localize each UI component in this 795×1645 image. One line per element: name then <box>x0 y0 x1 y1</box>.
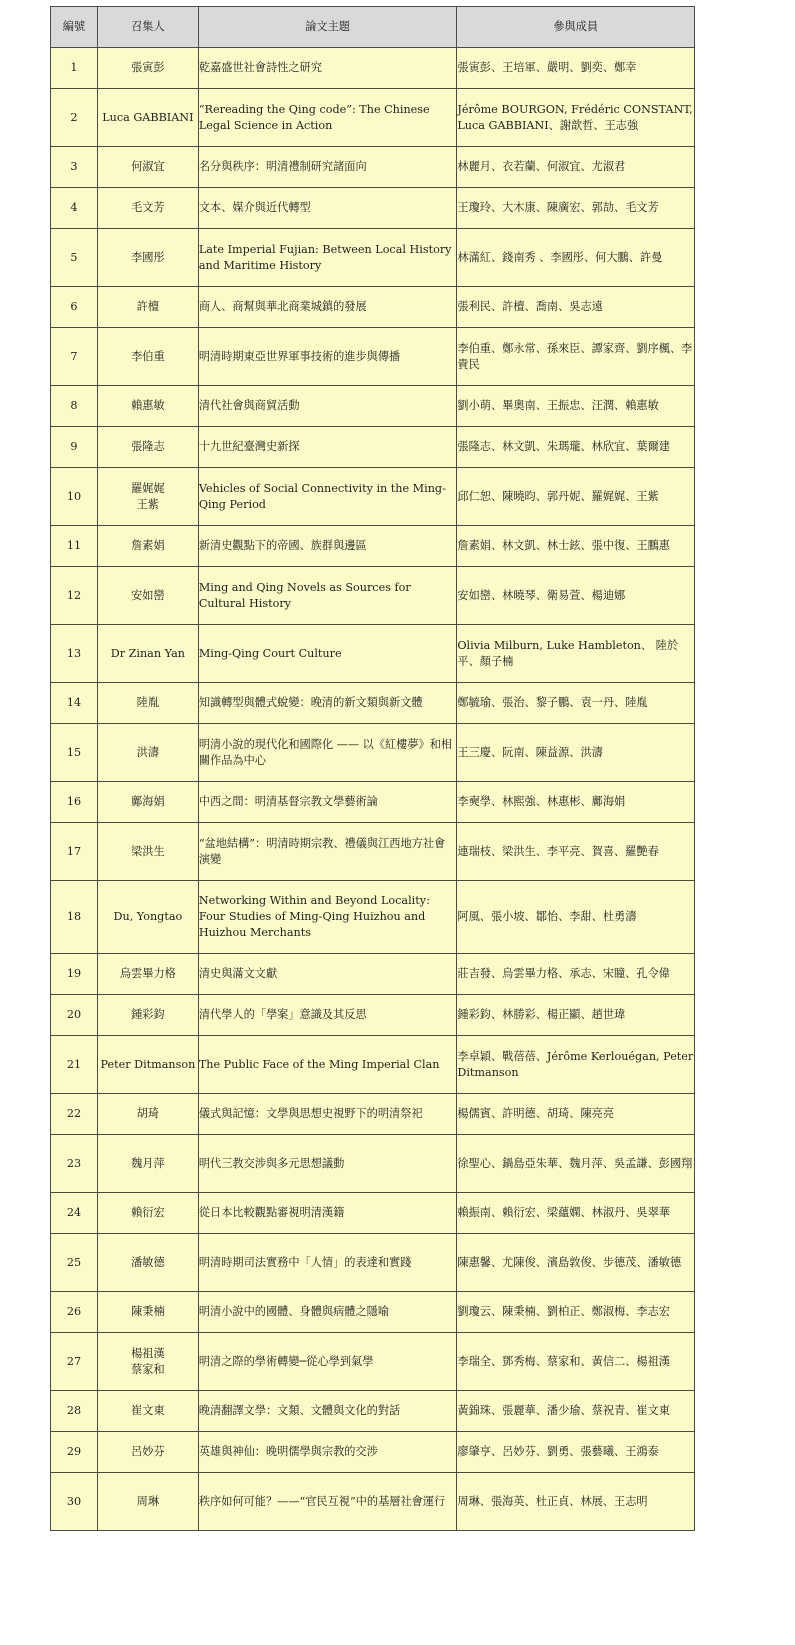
row-members: Jérôme BOURGON, Frédéric CONSTANT, Luca GABBIANI、謝歆哲、王志強 <box>457 89 695 147</box>
row-members: 劉瓊云、陳秉楠、劉柏正、鄭淑梅、李志宏 <box>457 1292 695 1333</box>
table-row <box>51 48 695 89</box>
row-convener: 洪濤 <box>97 724 198 782</box>
row-topic: 乾嘉盛世社會詩性之研究 <box>198 48 457 89</box>
row-convener: 周琳 <box>97 1473 198 1531</box>
row-topic: Ming-Qing Court Culture <box>198 625 457 683</box>
row-number: 4 <box>51 188 98 229</box>
row-convener: Peter Ditmanson <box>97 1036 198 1094</box>
header-convener: 召集人 <box>97 7 198 48</box>
row-convener: 呂妙芬 <box>97 1432 198 1473</box>
row-topic: 新清史觀點下的帝國、族群與邊區 <box>198 526 457 567</box>
row-members: 李伯重、鄭永常、孫來臣、譚家齊、劉序楓、李貴民 <box>457 328 695 386</box>
row-members: 張隆志、林文凱、朱瑪瓏、林欣宜、葉爾建 <box>457 427 695 468</box>
panel-table <box>50 6 695 1531</box>
row-members: 鄭毓瑜、張治、黎子鵬、袁一丹、陸胤 <box>457 683 695 724</box>
table-row <box>51 287 695 328</box>
row-number: 10 <box>51 468 98 526</box>
row-topic: 明清小說中的國體、身體與病體之隱喻 <box>198 1292 457 1333</box>
row-members: 林滿紅、錢南秀 、李國彤、何大鵬、許曼 <box>457 229 695 287</box>
row-number: 18 <box>51 881 98 954</box>
row-topic: 明清時期司法實務中「人情」的表達和實踐 <box>198 1234 457 1292</box>
header-members: 參與成員 <box>457 7 695 48</box>
row-topic: 文本、媒介與近代轉型 <box>198 188 457 229</box>
row-convener: 鍾彩鈞 <box>97 995 198 1036</box>
row-number: 14 <box>51 683 98 724</box>
row-convener: 李伯重 <box>97 328 198 386</box>
table-row <box>51 1333 695 1391</box>
header-row <box>51 7 695 48</box>
header-number: 編號 <box>51 7 98 48</box>
table-row <box>51 1473 695 1531</box>
table-row <box>51 188 695 229</box>
row-members: 安如巒、林曉琴、衛易萱、楊迪娜 <box>457 567 695 625</box>
row-members: 廖肇亨、呂妙芬、劉勇、張藝曦、王鴻泰 <box>457 1432 695 1473</box>
row-topic: 清代學人的「學案」意識及其反思 <box>198 995 457 1036</box>
row-topic: 清代社會與商貿活動 <box>198 386 457 427</box>
row-topic: 中西之間：明清基督宗教文學藝術論 <box>198 782 457 823</box>
row-number: 17 <box>51 823 98 881</box>
row-number: 27 <box>51 1333 98 1391</box>
row-members: 阿風、張小坡、鄒怡、李甜、杜勇濤 <box>457 881 695 954</box>
row-members: 徐聖心、鍋島亞朱華、魏月萍、吳孟謙、彭國翔 <box>457 1135 695 1193</box>
table-row <box>51 468 695 526</box>
row-members: 連瑞枝、梁洪生、李平亮、賀喜、羅艷春 <box>457 823 695 881</box>
row-members: 莊吉發、烏雲畢力格、承志、宋瞳、孔令偉 <box>457 954 695 995</box>
row-convener: 詹素娟 <box>97 526 198 567</box>
row-convener: Dr Zinan Yan <box>97 625 198 683</box>
row-convener: 鄺海娟 <box>97 782 198 823</box>
row-number: 25 <box>51 1234 98 1292</box>
row-number: 6 <box>51 287 98 328</box>
table-row <box>51 1193 695 1234</box>
row-number: 20 <box>51 995 98 1036</box>
row-members: 劉小萌、畢奧南、王振忠、汪潤、賴惠敏 <box>457 386 695 427</box>
row-members: 張利民、許檀、喬南、吳志遠 <box>457 287 695 328</box>
table-row <box>51 427 695 468</box>
row-convener: 張寅彭 <box>97 48 198 89</box>
table-row <box>51 881 695 954</box>
row-topic: 晚清翻譯文學：文類、文體與文化的對話 <box>198 1391 457 1432</box>
row-convener: 賴惠敏 <box>97 386 198 427</box>
row-convener: 賴衍宏 <box>97 1193 198 1234</box>
row-convener: 何淑宜 <box>97 147 198 188</box>
row-number: 29 <box>51 1432 98 1473</box>
row-topic: 從日本比較觀點審視明清漢籍 <box>198 1193 457 1234</box>
row-topic: Ming and Qing Novels as Sources for Cultural History <box>198 567 457 625</box>
table-row <box>51 386 695 427</box>
row-members: 王三慶、阮南、陳益源、洪濤 <box>457 724 695 782</box>
row-topic: 清史與滿文文獻 <box>198 954 457 995</box>
row-members: 賴振南、賴衍宏、梁蘊嫻、林淑丹、吳翠華 <box>457 1193 695 1234</box>
row-topic: The Public Face of the Ming Imperial Clan <box>198 1036 457 1094</box>
row-number: 16 <box>51 782 98 823</box>
row-number: 24 <box>51 1193 98 1234</box>
row-number: 19 <box>51 954 98 995</box>
row-convener: 烏雲畢力格 <box>97 954 198 995</box>
row-convener: Luca GABBIANI <box>97 89 198 147</box>
row-members: 楊儒賓、許明德、胡琦、陳亮亮 <box>457 1094 695 1135</box>
table-row <box>51 1391 695 1432</box>
row-topic: 明清之際的學術轉變─從心學到氣學 <box>198 1333 457 1391</box>
row-number: 28 <box>51 1391 98 1432</box>
header-topic: 論文主題 <box>198 7 457 48</box>
row-number: 9 <box>51 427 98 468</box>
row-number: 13 <box>51 625 98 683</box>
row-convener: 陸胤 <box>97 683 198 724</box>
row-topic: 明清時期東亞世界軍事技術的進步與傳播 <box>198 328 457 386</box>
row-convener: 毛文芳 <box>97 188 198 229</box>
row-number: 22 <box>51 1094 98 1135</box>
table-row <box>51 1234 695 1292</box>
table-row <box>51 954 695 995</box>
table-row <box>51 625 695 683</box>
table-row <box>51 823 695 881</box>
table-row <box>51 1036 695 1094</box>
row-members: 李瑞全、鄧秀梅、蔡家和、黃信二、楊祖漢 <box>457 1333 695 1391</box>
row-members: 李奭學、林熙強、林惠彬、鄺海娟 <box>457 782 695 823</box>
row-convener: 崔文東 <box>97 1391 198 1432</box>
table-row <box>51 995 695 1036</box>
table-row <box>51 89 695 147</box>
row-convener: 羅娓娓 王紫 <box>97 468 198 526</box>
row-members: 張寅彭、王培軍、嚴明、劉奕、鄭幸 <box>457 48 695 89</box>
table-row <box>51 1292 695 1333</box>
row-topic: Networking Within and Beyond Locality: Four Studies of Ming-Qing Huizhou and Huizhou Merchants <box>198 881 457 954</box>
row-number: 15 <box>51 724 98 782</box>
row-members: 周琳、張海英、杜正貞、林展、王志明 <box>457 1473 695 1531</box>
row-number: 30 <box>51 1473 98 1531</box>
row-topic: Late Imperial Fujian: Between Local History and Maritime History <box>198 229 457 287</box>
table-row <box>51 1135 695 1193</box>
row-number: 26 <box>51 1292 98 1333</box>
row-convener: 潘敏德 <box>97 1234 198 1292</box>
row-topic: 商人、商幫與華北商業城鎮的發展 <box>198 287 457 328</box>
row-convener: 張隆志 <box>97 427 198 468</box>
table-row <box>51 782 695 823</box>
row-convener: 李國彤 <box>97 229 198 287</box>
row-number: 3 <box>51 147 98 188</box>
row-convener: Du, Yongtao <box>97 881 198 954</box>
table-row <box>51 724 695 782</box>
row-number: 8 <box>51 386 98 427</box>
table-row <box>51 328 695 386</box>
table-row <box>51 229 695 287</box>
row-convener: 魏月萍 <box>97 1135 198 1193</box>
row-number: 1 <box>51 48 98 89</box>
row-topic: “盆地結構”：明清時期宗教、禮儀與江西地方社會演變 <box>198 823 457 881</box>
row-topic: “Rereading the Qing code”: The Chinese Legal Science in Action <box>198 89 457 147</box>
row-topic: 儀式與記憶：文學與思想史視野下的明清祭祀 <box>198 1094 457 1135</box>
row-convener: 許檀 <box>97 287 198 328</box>
row-number: 2 <box>51 89 98 147</box>
row-members: 王瓊玲、大木康、陳廣宏、郭劼、毛文芳 <box>457 188 695 229</box>
row-members: 鍾彩鈞、林勝彩、楊正顯、趙世瑋 <box>457 995 695 1036</box>
row-members: 李卓穎、戰蓓蓓、Jérôme Kerlouégan, Peter Ditmanson <box>457 1036 695 1094</box>
row-number: 5 <box>51 229 98 287</box>
table-row <box>51 1094 695 1135</box>
row-number: 23 <box>51 1135 98 1193</box>
row-number: 21 <box>51 1036 98 1094</box>
row-convener: 陳秉楠 <box>97 1292 198 1333</box>
row-members: 詹素娟、林文凱、林士鉉、張中復、王鵬惠 <box>457 526 695 567</box>
row-members: 林麗月、衣若蘭、何淑宜、尤淑君 <box>457 147 695 188</box>
row-topic: 名分與秩序：明清禮制研究諸面向 <box>198 147 457 188</box>
row-topic: 明清小說的現代化和國際化 —— 以《紅樓夢》和相關作品為中心 <box>198 724 457 782</box>
row-topic: 明代三教交涉與多元思想議動 <box>198 1135 457 1193</box>
row-number: 11 <box>51 526 98 567</box>
row-topic: 英雄與神仙：晚明儒學與宗教的交涉 <box>198 1432 457 1473</box>
row-topic: 知識轉型與體式蛻變：晚清的新文類與新文體 <box>198 683 457 724</box>
row-convener: 梁洪生 <box>97 823 198 881</box>
row-topic: 十九世紀臺灣史新探 <box>198 427 457 468</box>
table-row <box>51 567 695 625</box>
row-number: 7 <box>51 328 98 386</box>
table-row <box>51 683 695 724</box>
row-members: 黃錦珠、張麗華、潘少瑜、蔡祝青、崔文東 <box>457 1391 695 1432</box>
table-row <box>51 147 695 188</box>
row-convener: 楊祖漢 蔡家和 <box>97 1333 198 1391</box>
row-members: Olivia Milburn, Luke Hambleton、 陸於平、顏子楠 <box>457 625 695 683</box>
table-row <box>51 1432 695 1473</box>
row-convener: 胡琦 <box>97 1094 198 1135</box>
row-number: 12 <box>51 567 98 625</box>
row-topic: Vehicles of Social Connectivity in the Ming-Qing Period <box>198 468 457 526</box>
row-convener: 安如巒 <box>97 567 198 625</box>
table-row <box>51 526 695 567</box>
row-topic: 秩序如何可能？——“官民互視”中的基層社會運行 <box>198 1473 457 1531</box>
row-members: 邱仁恕、陳曉昀、郭丹妮、羅娓娓、王紫 <box>457 468 695 526</box>
row-members: 陳惠馨、尤陳俊、濱島敦俊、步德茂、潘敏德 <box>457 1234 695 1292</box>
